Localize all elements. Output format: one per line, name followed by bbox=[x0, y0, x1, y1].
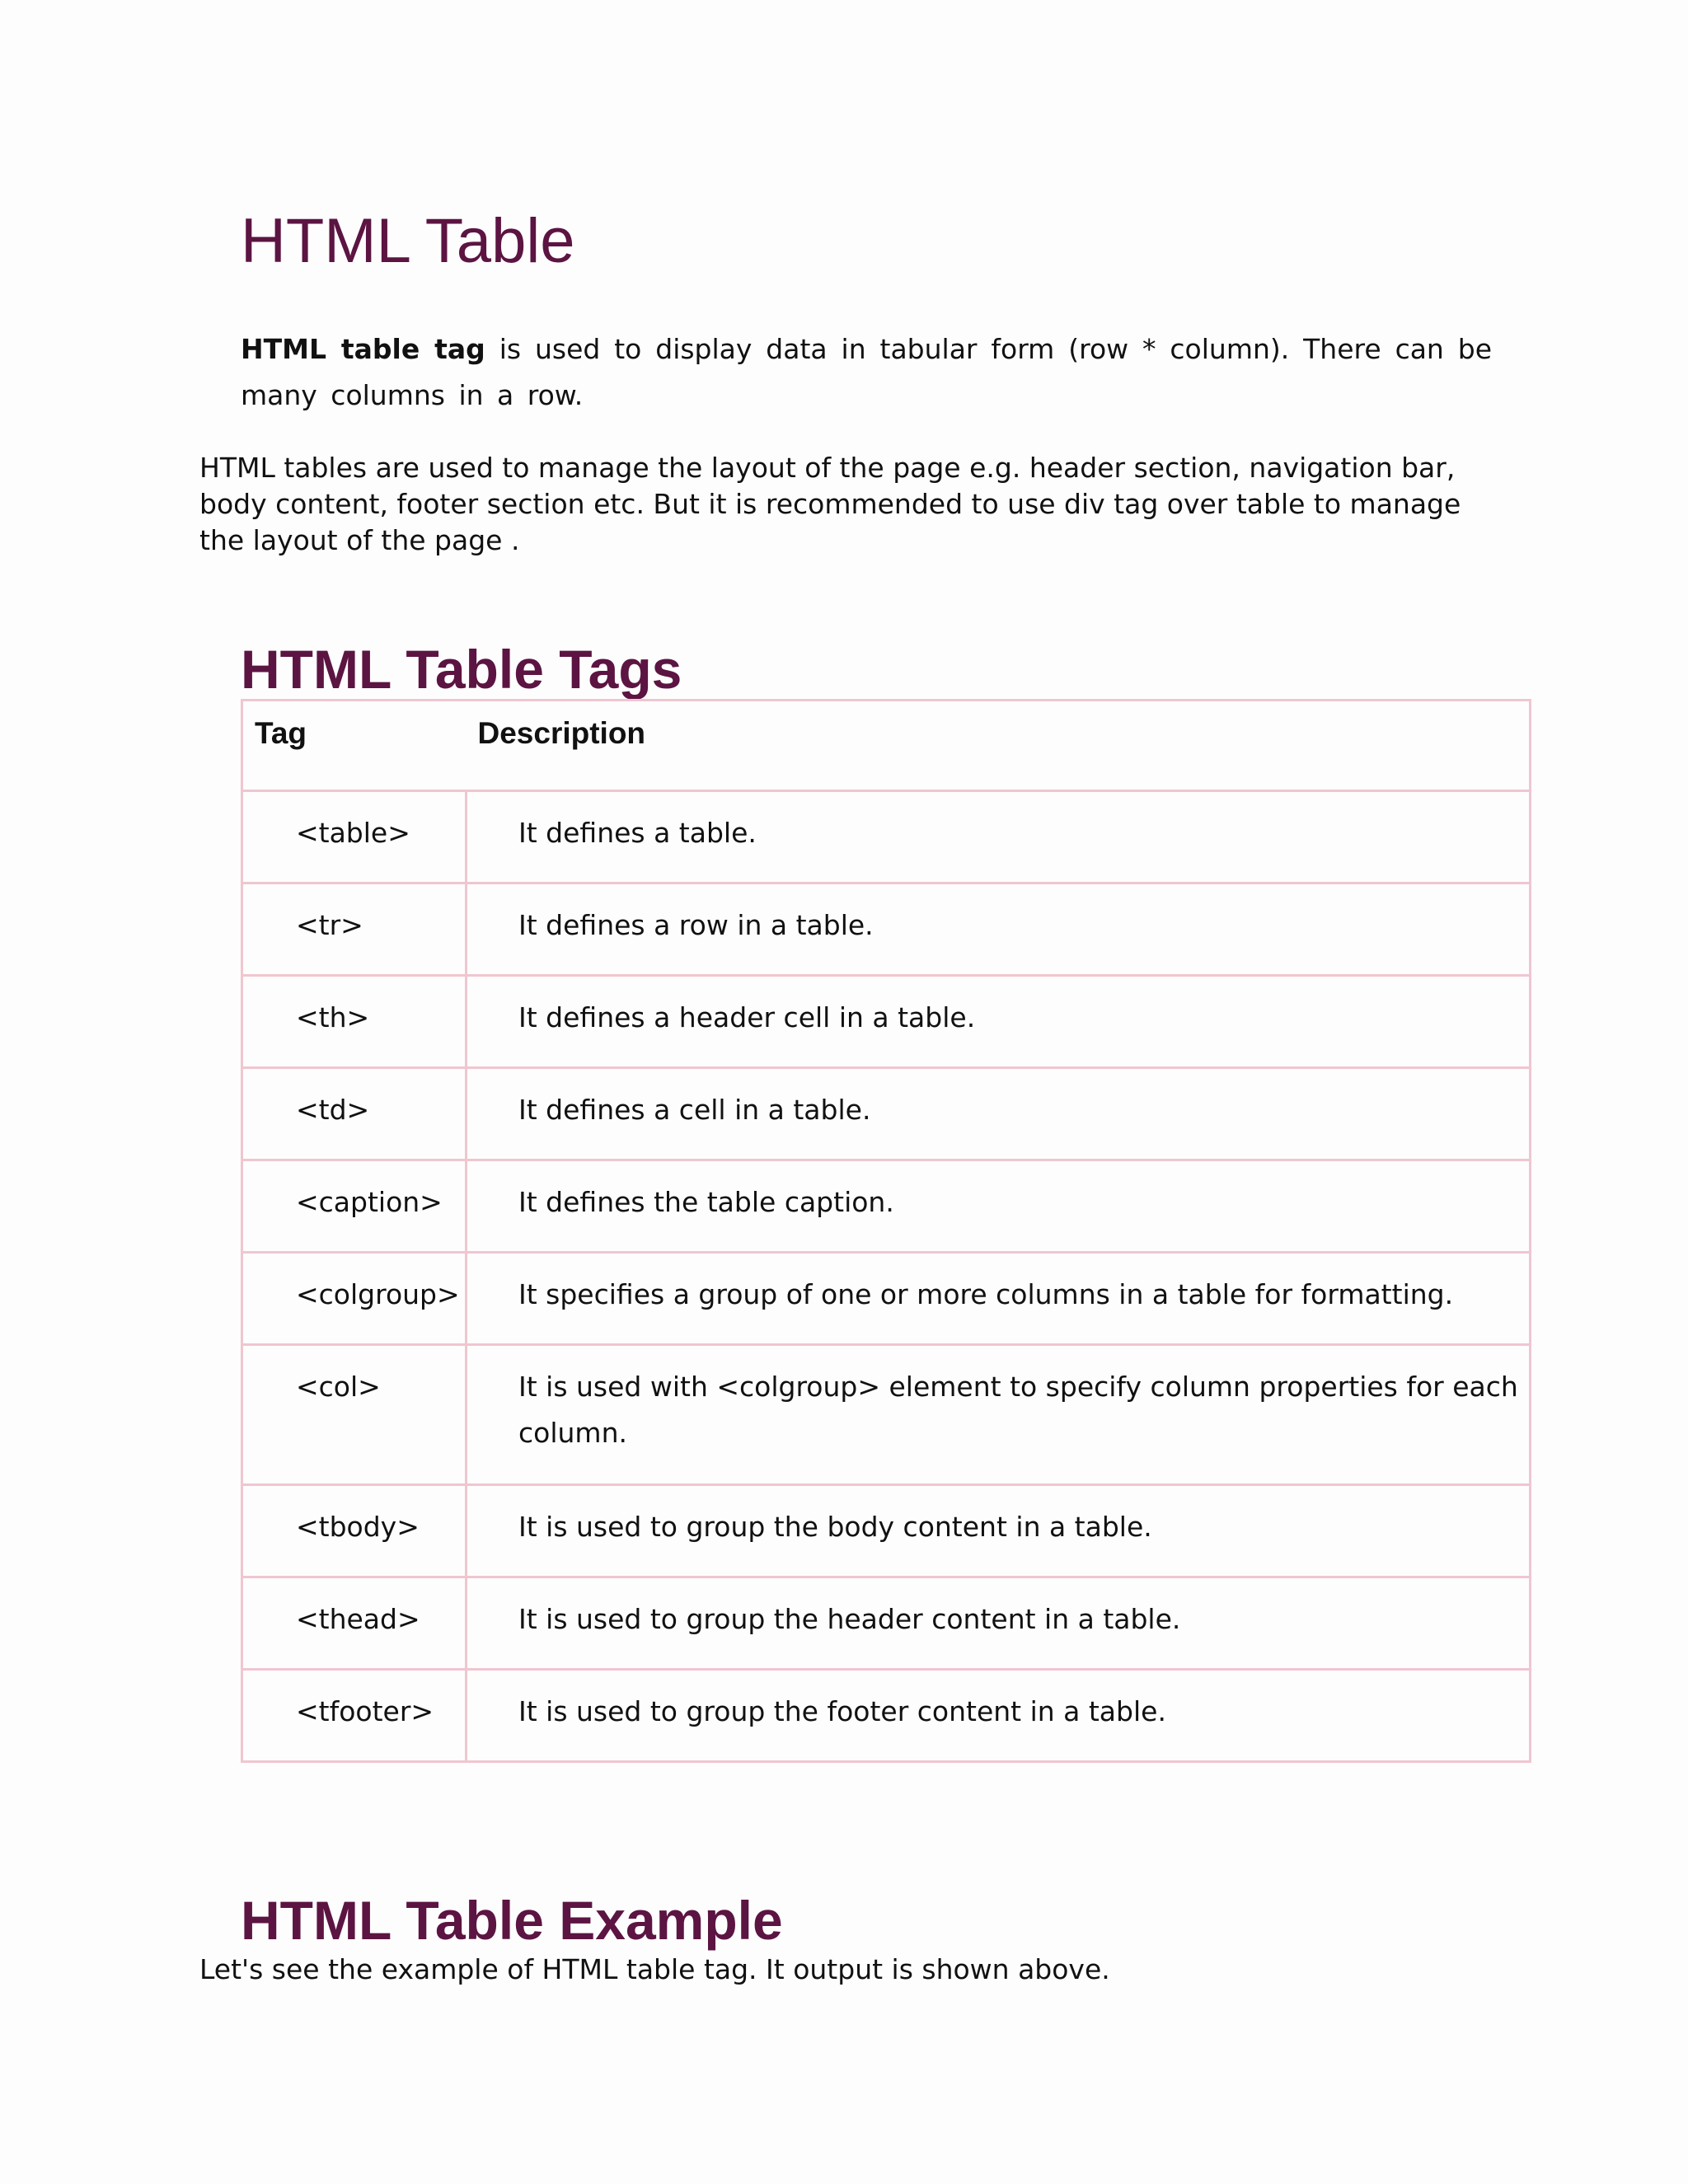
column-header-description: Description bbox=[467, 701, 1531, 791]
description-cell: It is used to group the header content in a table. bbox=[467, 1577, 1531, 1670]
example-section-heading: HTML Table Example bbox=[241, 1890, 783, 1951]
table-row bbox=[242, 1345, 1531, 1485]
tag-cell: <caption> bbox=[242, 1160, 467, 1253]
table-row bbox=[242, 883, 1531, 976]
tag-cell: <colgroup> bbox=[242, 1253, 467, 1345]
table-row bbox=[242, 976, 1531, 1068]
table-row bbox=[242, 1577, 1531, 1670]
tags-table-body bbox=[242, 791, 1531, 1762]
intro-paragraph bbox=[241, 326, 1492, 419]
column-header-tag: Tag bbox=[242, 701, 467, 791]
table-row bbox=[242, 1068, 1531, 1160]
tag-cell: <tfooter> bbox=[242, 1670, 467, 1762]
description-cell: It defines the table caption. bbox=[467, 1160, 1531, 1253]
tag-cell: <thead> bbox=[242, 1577, 467, 1670]
tag-cell: <th> bbox=[242, 976, 467, 1068]
table-row bbox=[242, 791, 1531, 883]
tags-section-heading: HTML Table Tags bbox=[241, 639, 682, 700]
tag-cell: <table> bbox=[242, 791, 467, 883]
tag-cell: <td> bbox=[242, 1068, 467, 1160]
description-cell: It defines a cell in a table. bbox=[467, 1068, 1531, 1160]
intro-text: is used to display data in tabular form (row * column). There can be many columns in a row. bbox=[241, 333, 1492, 411]
description-cell: It defines a table. bbox=[467, 791, 1531, 883]
layout-paragraph: HTML tables are used to manage the layout of the page e.g. header section, navigation bar, body content, footer section etc. But it is recommended to use div tag over table to manage the layout of the page . bbox=[199, 452, 1461, 556]
table-row bbox=[242, 1485, 1531, 1577]
table-row bbox=[242, 1253, 1531, 1345]
page-title: HTML Table bbox=[241, 206, 575, 276]
description-cell: It is used with <colgroup> element to specify column properties for each column. bbox=[467, 1345, 1531, 1485]
description-cell: It is used to group the footer content in a table. bbox=[467, 1670, 1531, 1762]
intro-bold-term: HTML table tag bbox=[241, 333, 485, 365]
description-cell: It defines a header cell in a table. bbox=[467, 976, 1531, 1068]
tag-cell: <tr> bbox=[242, 883, 467, 976]
example-paragraph: Let's see the example of HTML table tag. It output is shown above. bbox=[199, 1953, 1110, 1985]
tags-table bbox=[241, 699, 1531, 1763]
tag-cell: <tbody> bbox=[242, 1485, 467, 1577]
tag-cell: <col> bbox=[242, 1345, 467, 1485]
table-header-row bbox=[242, 701, 1531, 791]
table-row bbox=[242, 1670, 1531, 1762]
table-row bbox=[242, 1160, 1531, 1253]
description-cell: It defines a row in a table. bbox=[467, 883, 1531, 976]
description-cell: It specifies a group of one or more columns in a table for formatting. bbox=[467, 1253, 1531, 1345]
description-cell: It is used to group the body content in a table. bbox=[467, 1485, 1531, 1577]
